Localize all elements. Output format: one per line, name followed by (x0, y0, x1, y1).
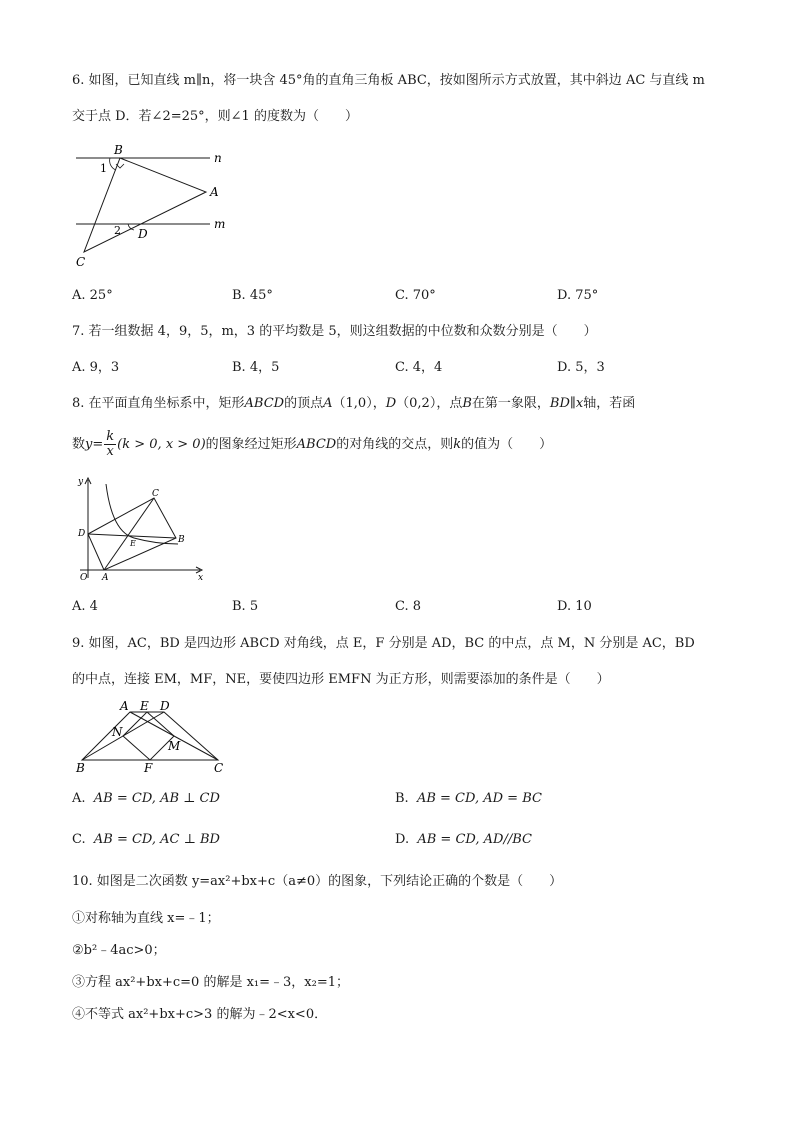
q9-label-N: N (112, 725, 123, 739)
q8-point-A: A (323, 396, 333, 411)
q8-text-h: 的对角线的交点，则 (336, 437, 454, 452)
q9-stem-line1: 9. 如图，AC，BD 是四边形 ABCD 对角线，点 E，F 分别是 AD，BC 的中点，点 M，N 分别是 AC，BD (72, 636, 695, 651)
q8-text-i: 的值为（ ） (461, 437, 553, 452)
q8-point-B: B (462, 396, 472, 411)
q6-label-A: A (210, 185, 219, 199)
q8-fraction (104, 430, 116, 459)
q9-quadrilateral (82, 712, 218, 760)
q8-label-B: B (178, 535, 185, 545)
q8-text-c: （1,0）， (332, 396, 386, 411)
q7-option-c[interactable]: C. 4，4 (395, 360, 443, 375)
q8-label-O: O (80, 573, 88, 583)
q8-text-shu: 数 (72, 437, 86, 452)
q9-option-a[interactable] (72, 790, 220, 808)
q6-figure (70, 142, 240, 268)
q8-label-E: E (130, 539, 136, 548)
q9-option-b-label: B. (395, 791, 409, 806)
q8-text-g: 的图象经过矩形 (205, 437, 297, 452)
q8-condition: (k > 0, x > 0) (117, 437, 206, 452)
q9-label-A: A (120, 699, 129, 713)
q8-equals: = (92, 437, 104, 452)
q8-figure (74, 474, 210, 586)
q8-option-c[interactable]: C. 8 (395, 599, 422, 614)
q10-item-1: ①对称轴为直线 x=﹣1； (72, 911, 220, 926)
q8-text-e: 在第一象限， (471, 396, 550, 411)
q9-option-c-expr: AB = CD, AC ⊥ BD (93, 832, 220, 847)
q6-label-m: m (214, 217, 226, 231)
q6-option-d[interactable]: D. 75° (557, 288, 599, 303)
q8-text-f: 轴，若函 (583, 396, 636, 411)
q9-option-d-expr: AB = CD, AD//BC (417, 832, 532, 847)
q9-option-a-label: A. (72, 791, 86, 806)
q8-stem-line2 (72, 428, 552, 462)
q9-label-E: E (140, 699, 149, 713)
q7-option-b[interactable]: B. 4，5 (232, 360, 280, 375)
q8-abcd-2: ABCD (296, 437, 337, 452)
q9-label-B: B (76, 761, 85, 775)
q8-text-b: 的顶点 (284, 396, 324, 411)
q9-stem-line2: 的中点，连接 EM，MF，NE，要使四边形 EMFN 为正方形，则需要添加的条件是（ ） (72, 672, 610, 687)
q10-item-3: ③方程 ax²+bx+c=0 的解是 x₁=﹣3，x₂=1； (72, 975, 349, 990)
q8-bd-parallel: BD∥x (549, 396, 584, 411)
q8-option-a[interactable]: A. 4 (72, 599, 98, 614)
q8-label-D: D (78, 529, 86, 539)
q9-label-F: F (144, 761, 153, 775)
q8-text-d: （0,2），点 (396, 396, 463, 411)
q6-stem-line1: 6. 如图，已知直线 m∥n，将一块含 45°角的直角三角板 ABC，按如图所示方式放置，其中斜边 AC 与直线 m (72, 73, 705, 88)
q7-option-a[interactable]: A. 9，3 (72, 360, 120, 375)
q8-func-y: y (85, 437, 93, 452)
q8-label-A: A (102, 573, 109, 583)
q8-stem-line1 (72, 395, 635, 413)
q8-frac-den: x (106, 444, 114, 459)
q9-option-d-label: D. (395, 832, 410, 847)
q9-option-b-expr: AB = CD, AD = BC (416, 791, 542, 806)
q6-label-C: C (76, 255, 86, 269)
q9-label-D: D (160, 699, 170, 713)
q8-abcd: ABCD (244, 396, 285, 411)
q9-label-C: C (214, 761, 224, 775)
q9-figure (72, 698, 232, 774)
q10-item-4: ④不等式 ax²+bx+c>3 的解为﹣2<x<0． (72, 1007, 328, 1022)
q9-option-c[interactable] (72, 831, 220, 849)
q8-text-a: 8. 在平面直角坐标系中，矩形 (72, 396, 245, 411)
q6-label-B: B (114, 143, 123, 157)
q9-option-b[interactable] (395, 790, 542, 808)
q8-frac-num: k (106, 429, 115, 444)
q8-label-x: x (198, 573, 204, 583)
q6-angle1-arc (110, 158, 116, 170)
q8-option-b[interactable]: B. 5 (232, 599, 259, 614)
q9-label-M: M (168, 739, 181, 753)
q9-option-c-label: C. (72, 832, 86, 847)
q8-label-y: y (78, 477, 84, 487)
q6-label-D: D (138, 227, 148, 241)
q10-item-2: ②b²﹣4ac>0； (72, 943, 166, 958)
q7-option-d[interactable]: D. 5，3 (557, 360, 605, 375)
q9-emfn (123, 712, 174, 760)
q8-rectangle (88, 498, 176, 570)
q9-option-d[interactable] (395, 831, 532, 849)
q6-label-1: 1 (100, 162, 107, 175)
q9-option-a-expr: AB = CD, AB ⊥ CD (93, 791, 220, 806)
q6-option-a[interactable]: A. 25° (72, 288, 113, 303)
q6-label-n: n (214, 151, 222, 165)
q6-option-b[interactable]: B. 45° (232, 288, 273, 303)
q8-k: k (453, 437, 462, 452)
q6-angle2-arc (128, 224, 134, 230)
q8-option-d[interactable]: D. 10 (557, 599, 592, 614)
q6-option-c[interactable]: C. 70° (395, 288, 436, 303)
q7-stem: 7. 若一组数据 4，9，5，m，3 的平均数是 5，则这组数据的中位数和众数分别是（ ） (72, 324, 597, 339)
q6-label-2: 2 (114, 224, 121, 237)
q6-stem-line2: 交于点 D．若∠2=25°，则∠1 的度数为（ ） (72, 109, 358, 124)
q8-point-D: D (385, 396, 397, 411)
q8-label-C: C (152, 489, 159, 499)
q10-stem: 10. 如图是二次函数 y=ax²+bx+c（a≠0）的图象，下列结论正确的个数是（ ） (72, 874, 563, 889)
